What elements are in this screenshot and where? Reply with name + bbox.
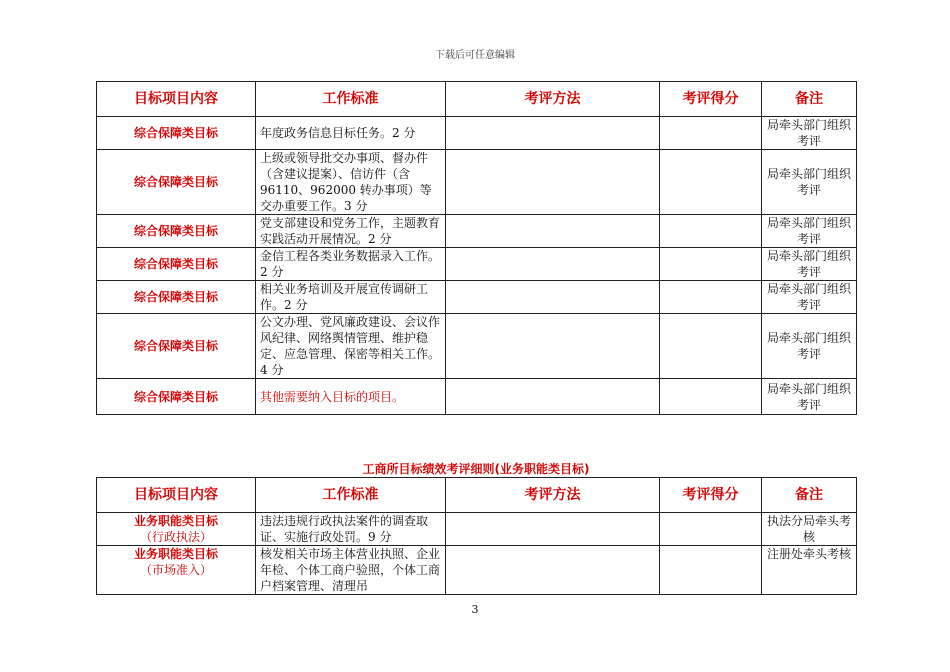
goals-table-comprehensive: [96, 81, 857, 415]
note-cell: 注册处牵头考核: [762, 546, 857, 595]
category-cell: 综合保障类目标: [97, 150, 256, 215]
category-cell: [97, 513, 256, 546]
col-header-method: 考评方法: [446, 478, 660, 513]
col-header-standard: 工作标准: [256, 478, 446, 513]
score-cell[interactable]: [660, 379, 762, 415]
method-cell[interactable]: [446, 314, 660, 379]
col-header-target: 目标项目内容: [97, 478, 256, 513]
note-cell: 局牵头部门组织考评: [762, 150, 857, 215]
note-cell: 局牵头部门组织考评: [762, 117, 857, 150]
score-cell[interactable]: [660, 150, 762, 215]
score-cell[interactable]: [660, 513, 762, 546]
page-number: 3: [471, 603, 479, 616]
standard-cell: 公文办理、党风廉政建设、会议作风纪律、网络舆情管理、维护稳定、应急管理、保密等相关工作。4 分: [256, 314, 446, 379]
method-cell[interactable]: [446, 513, 660, 546]
table-row: [97, 513, 857, 546]
score-cell[interactable]: [660, 248, 762, 281]
header-note: 下载后可任意编辑: [435, 50, 515, 61]
category-cell: 综合保障类目标: [97, 215, 256, 248]
table-row: [97, 215, 857, 248]
standard-cell: 核发相关市场主体营业执照、企业年检、个体工商户验照，个体工商户档案管理、清理吊: [256, 546, 446, 595]
col-header-note: 备注: [762, 478, 857, 513]
category-cell: 综合保障类目标: [97, 314, 256, 379]
method-cell[interactable]: [446, 379, 660, 415]
standard-cell: 金信工程各类业务数据录入工作。2 分: [256, 248, 446, 281]
category-sub-label: （行政执法）: [139, 530, 212, 544]
table-row: [97, 314, 857, 379]
standard-cell: 党支部建设和党务工作，主题教育实践活动开展情况。2 分: [256, 215, 446, 248]
method-cell[interactable]: [446, 248, 660, 281]
category-cell: 综合保障类目标: [97, 248, 256, 281]
method-cell[interactable]: [446, 117, 660, 150]
note-cell: 局牵头部门组织考评: [762, 379, 857, 415]
col-header-score: 考评得分: [660, 478, 762, 513]
category-label: 业务职能类目标: [133, 514, 218, 528]
method-cell[interactable]: [446, 546, 660, 595]
score-cell[interactable]: [660, 215, 762, 248]
goals-table-business: [96, 477, 857, 595]
standard-cell: 相关业务培训及开展宣传调研工作。2 分: [256, 281, 446, 314]
score-cell[interactable]: [660, 314, 762, 379]
standard-cell: 违法违规行政执法案件的调查取证、实施行政处罚。9 分: [256, 513, 446, 546]
table-row: [97, 379, 857, 415]
standard-cell: 其他需要纳入目标的项目。: [256, 379, 446, 415]
note-cell: 局牵头部门组织考评: [762, 215, 857, 248]
table-row: [97, 546, 857, 595]
table-row: [97, 150, 857, 215]
table-header-row: [97, 82, 857, 117]
score-cell[interactable]: [660, 546, 762, 595]
table-row: [97, 248, 857, 281]
category-cell: 综合保障类目标: [97, 281, 256, 314]
note-cell: 局牵头部门组织考评: [762, 248, 857, 281]
note-cell: 局牵头部门组织考评: [762, 314, 857, 379]
section-title: 工商所目标绩效考评细则(业务职能类目标): [362, 462, 590, 476]
col-header-score: 考评得分: [660, 82, 762, 117]
category-sub-label: （市场准入）: [139, 563, 212, 577]
method-cell[interactable]: [446, 281, 660, 314]
standard-cell: 年度政务信息目标任务。2 分: [256, 117, 446, 150]
standard-cell: 上级或领导批交办事项、督办件（含建议提案）、信访件（含 96110、962000 转办事项）等交办重要工作。3 分: [256, 150, 446, 215]
col-header-note: 备注: [762, 82, 857, 117]
table-row: [97, 281, 857, 314]
note-cell: 执法分局牵头考核: [762, 513, 857, 546]
category-cell: 综合保障类目标: [97, 117, 256, 150]
note-cell: 局牵头部门组织考评: [762, 281, 857, 314]
col-header-target: 目标项目内容: [97, 82, 256, 117]
method-cell[interactable]: [446, 150, 660, 215]
table-header-row: [97, 478, 857, 513]
col-header-method: 考评方法: [446, 82, 660, 117]
table-row: [97, 117, 857, 150]
col-header-standard: 工作标准: [256, 82, 446, 117]
category-cell: 综合保障类目标: [97, 379, 256, 415]
score-cell[interactable]: [660, 117, 762, 150]
method-cell[interactable]: [446, 215, 660, 248]
category-label: 业务职能类目标: [133, 547, 218, 561]
category-cell: [97, 546, 256, 595]
score-cell[interactable]: [660, 281, 762, 314]
